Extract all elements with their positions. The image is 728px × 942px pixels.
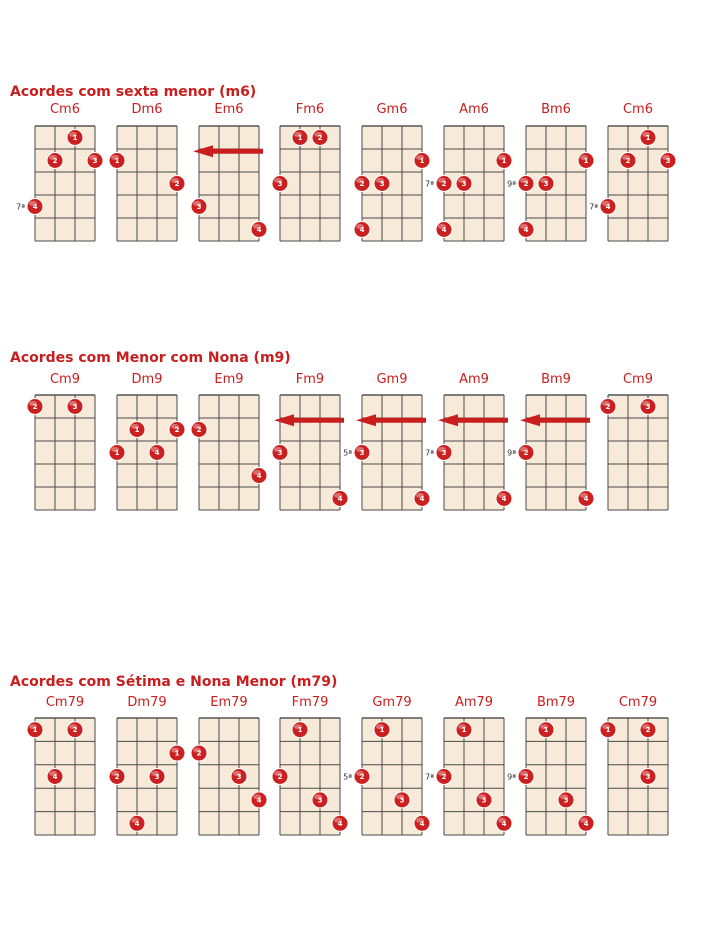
finger-number: 2	[317, 134, 323, 142]
fretboard	[605, 395, 668, 510]
chord-name: Cm79	[618, 695, 658, 710]
finger-dot	[129, 422, 145, 438]
finger-dot	[354, 222, 370, 238]
fretboard	[32, 395, 95, 510]
finger-number: 2	[196, 749, 202, 758]
fretboard	[359, 395, 422, 510]
fretboard	[114, 395, 177, 510]
finger-number: 3	[399, 796, 405, 805]
fret-position-label: 7ª	[16, 202, 25, 212]
finger-dot	[394, 792, 410, 808]
finger-dot	[640, 722, 656, 738]
section-title-m79: Acordes com Sétima e Nona Menor (m79)	[10, 674, 338, 690]
finger-number: 1	[114, 449, 120, 457]
fretboard	[523, 395, 586, 510]
finger-number: 2	[52, 157, 58, 165]
finger-number: 2	[645, 726, 651, 735]
finger-number: 1	[297, 134, 303, 142]
finger-number: 4	[359, 226, 365, 234]
chord-name: Cm6	[622, 102, 653, 117]
finger-number: 1	[543, 726, 549, 735]
finger-number: 1	[174, 749, 180, 758]
chord-name: Gm9	[376, 372, 408, 387]
finger-dot	[149, 769, 165, 785]
chord-diagram-cm9	[582, 385, 694, 520]
finger-dot	[518, 222, 534, 238]
chord-name: Cm9	[622, 372, 653, 387]
finger-number: 4	[256, 472, 262, 480]
finger-number: 2	[441, 180, 447, 188]
finger-dot	[292, 130, 308, 146]
finger-dot	[47, 769, 63, 785]
chord-name: Bm79	[536, 695, 576, 710]
finger-dot	[149, 445, 165, 461]
finger-number: 1	[419, 157, 425, 165]
finger-number: 4	[583, 495, 589, 503]
chord-name: Bm9	[541, 372, 571, 387]
finger-number: 3	[317, 796, 323, 805]
finger-dot	[620, 153, 636, 169]
fretboard	[441, 126, 504, 241]
finger-number: 2	[441, 773, 447, 781]
finger-number: 4	[52, 773, 58, 781]
finger-number: 1	[501, 157, 507, 165]
finger-dot	[292, 722, 308, 738]
chord-name: Am79	[454, 695, 494, 710]
finger-number: 2	[277, 773, 283, 781]
finger-dot	[600, 722, 616, 738]
finger-number: 3	[665, 157, 671, 165]
finger-dot	[272, 445, 288, 461]
finger-number: 3	[481, 796, 487, 805]
chord-name: Am6	[459, 102, 489, 117]
finger-dot	[354, 445, 370, 461]
chord-name: Gm79	[372, 695, 412, 710]
finger-dot	[640, 399, 656, 415]
finger-dot	[231, 769, 247, 785]
fret-position-label: 5ª	[343, 772, 352, 782]
finger-number: 1	[134, 426, 140, 434]
finger-number: 4	[419, 495, 425, 503]
finger-number: 4	[583, 819, 589, 828]
fretboard	[441, 395, 504, 510]
finger-dot	[191, 199, 207, 215]
finger-number: 3	[461, 180, 467, 188]
finger-number: 1	[297, 726, 303, 735]
chord-name: Em9	[214, 372, 244, 387]
finger-number: 3	[277, 449, 283, 457]
chord-name: Cm6	[49, 102, 80, 117]
fret-position-label: 7ª	[425, 772, 434, 782]
finger-dot	[518, 445, 534, 461]
finger-dot	[129, 815, 145, 831]
fret-position-label: 9ª	[507, 179, 516, 189]
fret-position-label: 7ª	[425, 179, 434, 189]
finger-dot	[600, 199, 616, 215]
chord-name: Dm9	[131, 372, 163, 387]
fretboard	[523, 718, 586, 835]
finger-dot	[518, 176, 534, 192]
fretboard	[114, 126, 177, 241]
finger-dot	[640, 769, 656, 785]
finger-dot	[538, 722, 554, 738]
finger-number: 2	[625, 157, 631, 165]
finger-number: 4	[501, 819, 507, 828]
fretboard	[32, 126, 95, 241]
finger-number: 2	[114, 773, 120, 781]
finger-number: 1	[461, 726, 467, 735]
finger-number: 3	[379, 180, 385, 188]
finger-number: 1	[583, 157, 589, 165]
finger-number: 3	[72, 403, 78, 411]
finger-dot	[312, 130, 328, 146]
finger-number: 4	[134, 819, 140, 828]
chord-diagram-cm6	[582, 116, 694, 251]
finger-number: 2	[523, 773, 529, 781]
finger-dot	[67, 722, 83, 738]
finger-number: 4	[154, 449, 160, 457]
finger-dot	[272, 176, 288, 192]
fretboard	[114, 718, 177, 835]
finger-dot	[312, 792, 328, 808]
finger-number: 2	[196, 426, 202, 434]
chord-name: Dm6	[131, 102, 163, 117]
chord-name: Bm6	[541, 102, 571, 117]
finger-number: 3	[563, 796, 569, 805]
finger-number: 3	[441, 449, 447, 457]
fret-position-label: 9ª	[507, 448, 516, 458]
fretboard	[277, 718, 340, 835]
finger-dot	[518, 769, 534, 785]
finger-dot	[354, 176, 370, 192]
finger-number: 3	[645, 773, 651, 781]
finger-number: 1	[32, 726, 38, 735]
finger-dot	[436, 769, 452, 785]
fret-position-label: 9ª	[507, 772, 516, 782]
fretboard	[359, 718, 422, 835]
fretboard	[196, 126, 259, 241]
finger-dot	[660, 153, 676, 169]
fretboard	[196, 718, 259, 835]
finger-number: 3	[277, 180, 283, 188]
finger-number: 3	[236, 773, 242, 781]
chord-name: Gm6	[376, 102, 408, 117]
finger-dot	[354, 769, 370, 785]
finger-number: 4	[32, 203, 38, 211]
finger-dot	[191, 422, 207, 438]
finger-number: 4	[605, 203, 611, 211]
finger-number: 4	[337, 495, 343, 503]
chord-diagram-cm79	[582, 708, 694, 845]
finger-number: 2	[523, 449, 529, 457]
finger-number: 2	[359, 773, 365, 781]
finger-dot	[456, 176, 472, 192]
finger-number: 3	[359, 449, 365, 457]
finger-number: 4	[337, 819, 343, 828]
finger-number: 1	[605, 726, 611, 735]
finger-number: 2	[72, 726, 78, 735]
finger-dot	[47, 153, 63, 169]
finger-number: 2	[174, 426, 180, 434]
fretboard	[32, 718, 95, 835]
fretboard	[441, 718, 504, 835]
section-title-m6: Acordes com sexta menor (m6)	[10, 84, 257, 100]
finger-number: 2	[523, 180, 529, 188]
chord-name: Fm6	[295, 102, 325, 117]
fret-position-label: 5ª	[343, 448, 352, 458]
fretboard	[605, 126, 668, 241]
finger-number: 4	[419, 819, 425, 828]
finger-dot	[67, 130, 83, 146]
finger-number: 4	[523, 226, 529, 234]
chord-name: Cm79	[45, 695, 85, 710]
finger-dot	[436, 445, 452, 461]
finger-dot	[640, 130, 656, 146]
finger-number: 2	[605, 403, 611, 411]
finger-dot	[374, 176, 390, 192]
finger-dot	[538, 176, 554, 192]
fretboard	[359, 126, 422, 241]
finger-number: 1	[645, 134, 651, 142]
chord-name: Am9	[459, 372, 489, 387]
finger-dot	[558, 792, 574, 808]
chord-name: Fm79	[291, 695, 329, 710]
finger-number: 4	[501, 495, 507, 503]
finger-number: 3	[92, 157, 98, 165]
fret-position-label: 7ª	[589, 202, 598, 212]
finger-number: 4	[441, 226, 447, 234]
finger-number: 3	[645, 403, 651, 411]
finger-number: 1	[114, 157, 120, 165]
fret-position-label: 7ª	[425, 448, 434, 458]
finger-number: 4	[256, 796, 262, 805]
fretboard	[277, 126, 340, 241]
finger-dot	[109, 769, 125, 785]
finger-dot	[191, 745, 207, 761]
finger-dot	[27, 199, 43, 215]
finger-dot	[456, 722, 472, 738]
chord-name: Em6	[214, 102, 244, 117]
finger-number: 3	[196, 203, 202, 211]
section-title-m9: Acordes com Menor com Nona (m9)	[10, 350, 291, 366]
chord-name: Fm9	[295, 372, 325, 387]
finger-dot	[436, 176, 452, 192]
fretboard	[605, 718, 668, 835]
finger-number: 4	[256, 226, 262, 234]
finger-dot	[272, 769, 288, 785]
finger-dot	[476, 792, 492, 808]
finger-number: 1	[379, 726, 385, 735]
finger-dot	[67, 399, 83, 415]
chord-name: Dm79	[127, 695, 167, 710]
finger-number: 3	[543, 180, 549, 188]
finger-dot	[374, 722, 390, 738]
finger-number: 2	[32, 403, 38, 411]
finger-number: 2	[174, 180, 180, 188]
finger-number: 2	[359, 180, 365, 188]
finger-dot	[109, 153, 125, 169]
fretboard	[196, 395, 259, 510]
finger-dot	[109, 445, 125, 461]
finger-dot	[436, 222, 452, 238]
finger-number: 3	[154, 773, 160, 781]
chord-name: Cm9	[49, 372, 80, 387]
fretboard	[523, 126, 586, 241]
finger-dot	[27, 399, 43, 415]
finger-number: 1	[72, 134, 78, 142]
chord-name: Em79	[210, 695, 248, 710]
finger-dot	[27, 722, 43, 738]
finger-dot	[600, 399, 616, 415]
fretboard	[277, 395, 340, 510]
